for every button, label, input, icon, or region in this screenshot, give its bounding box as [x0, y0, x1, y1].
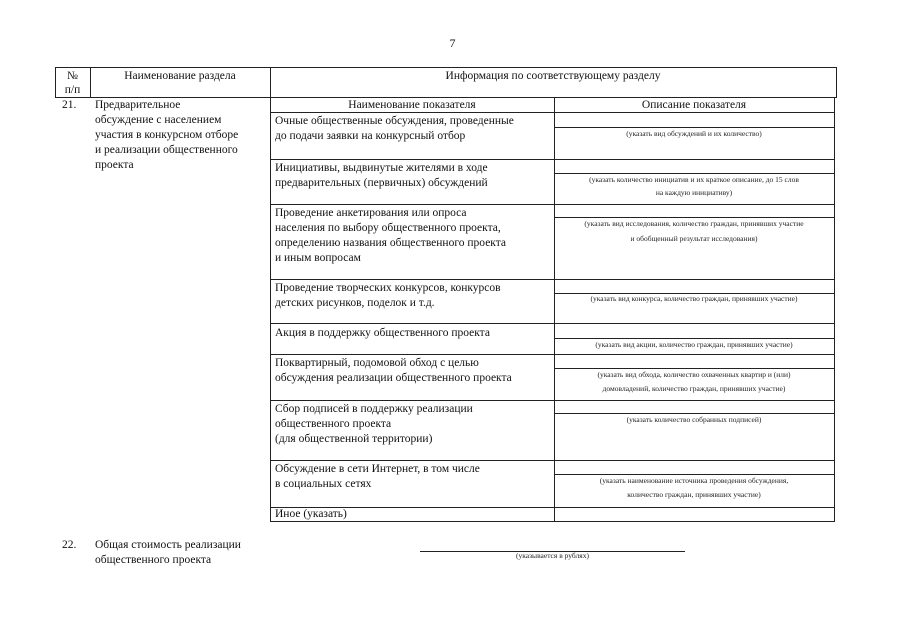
subheader-bottom-border: [270, 112, 835, 113]
indicator-note: (указать наименование источника проведения обсуждения,: [599, 476, 789, 485]
indicator-note: количество граждан, принявших участие): [627, 490, 761, 499]
header-col-num: №: [67, 70, 78, 82]
section-22-title-line: Общая стоимость реализации: [95, 539, 241, 551]
indicator-name: и иным вопросам: [275, 252, 361, 264]
row-separator: [270, 323, 835, 324]
subheader-desc: Описание показателя: [641, 99, 747, 111]
section-21-title-line: и реализации общественного: [95, 144, 238, 156]
cost-note: (указывается в рублях): [515, 551, 590, 560]
indicator-name: обсуждения реализации общественного проекта: [275, 372, 512, 384]
row-separator: [270, 507, 835, 508]
indicator-note: домовладений, количество граждан, принявших участие): [602, 384, 786, 393]
row-separator: [270, 400, 835, 401]
indicator-name: предварительных (первичных) обсуждений: [275, 177, 488, 189]
indicator-note: и обобщенный результат исследования): [630, 234, 758, 243]
inner-table-left-border: [270, 97, 271, 522]
indicator-name: детских рисунков, поделок и т.д.: [275, 297, 435, 309]
inner-table-middle-border: [554, 97, 555, 522]
page-number: 7: [449, 36, 456, 50]
indicator-name: (для общественной территории): [275, 433, 433, 445]
indicator-note: (указать вид конкурса, количество граждан, принявших участие): [590, 294, 798, 303]
indicator-note: (указать вид исследования, количество граждан, принявших участие: [584, 219, 804, 228]
indicator-name: Поквартирный, подомовой обход с целью: [275, 357, 479, 369]
indicator-note: (указать вид акции, количество граждан, принявших участие): [595, 340, 793, 349]
section-22-number: 22.: [62, 539, 77, 551]
section-22-title-line: общественного проекта: [95, 554, 212, 566]
indicator-name: Акция в поддержку общественного проекта: [275, 327, 490, 339]
indicator-note: (указать количество инициатив и их краткое описание, до 15 слов: [589, 175, 799, 184]
indicator-name: общественного проекта: [275, 418, 392, 430]
indicator-name: Проведение анкетирования или опроса: [275, 207, 467, 219]
header-col-section: Наименование раздела: [124, 70, 236, 82]
section-21-number: 21.: [62, 99, 77, 111]
indicator-name: Иное (указать): [275, 508, 347, 520]
indicator-name: Проведение творческих конкурсов, конкурсов: [275, 282, 501, 294]
indicator-note: (указать вид обсуждений и их количество): [626, 129, 762, 138]
indicator-name: Сбор подписей в поддержку реализации: [275, 403, 473, 415]
row-separator: [270, 279, 835, 280]
section-21-title-line: Предварительное: [95, 99, 181, 111]
row-separator: [270, 354, 835, 355]
inner-table-bottom-border: [270, 521, 835, 522]
indicator-name: в социальных сетях: [275, 478, 372, 490]
header-col-info: Информация по соответствующему разделу: [445, 70, 661, 82]
indicator-name: определению названия общественного проекта: [275, 237, 506, 249]
section-21-title-line: обсуждение с населением: [95, 114, 222, 126]
indicator-note: (указать количество собранных подписей): [626, 415, 762, 424]
indicator-name: Обсуждение в сети Интернет, в том числе: [275, 463, 480, 475]
section-21-title-line: участия в конкурсном отборе: [95, 129, 239, 141]
row-separator: [270, 204, 835, 205]
indicator-name: населения по выбору общественного проекта,: [275, 222, 501, 234]
table-right-border: [836, 67, 837, 98]
indicator-note: (указать вид обхода, количество охваченных квартир и (или): [597, 370, 791, 379]
table-top-border: [55, 67, 836, 68]
inner-table-right-border: [834, 97, 835, 522]
indicator-name: Инициативы, выдвинутые жителями в ходе: [275, 162, 488, 174]
indicator-name: Очные общественные обсуждения, проведенные: [275, 115, 514, 127]
header-col-num-sub: п/п: [64, 84, 81, 96]
section-21-title-line: проекта: [95, 159, 134, 171]
indicator-name: до подачи заявки на конкурсный отбор: [275, 130, 466, 142]
subheader-name: Наименование показателя: [348, 99, 476, 111]
indicator-note: на каждую инициативу): [655, 188, 733, 197]
row-separator: [270, 460, 835, 461]
row-separator: [270, 159, 835, 160]
